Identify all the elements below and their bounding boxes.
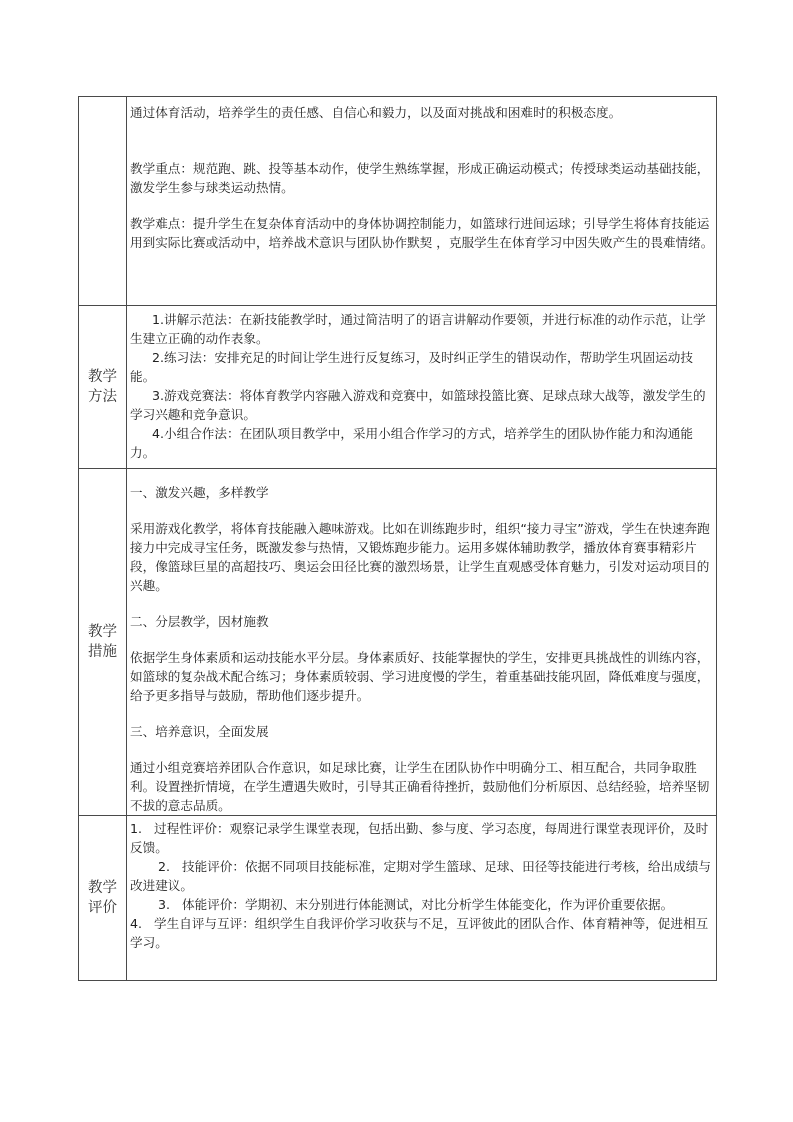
measures-heading-2: 二、分层教学，因材施教 [130,614,269,629]
evaluation-item [130,857,714,895]
measures-row [79,469,717,816]
goals-content-cell [127,97,717,306]
methods-content-cell [127,306,717,469]
measures-heading-3: 三、培养意识，全面发展 [130,724,269,739]
evaluation-item-number: 1. [130,821,143,836]
lesson-plan-table [78,96,717,981]
evaluation-item-number: 2. [158,859,171,874]
methods-label-line1: 教学 [88,369,117,385]
measures-content-cell [127,469,717,816]
methods-label [79,306,127,469]
evaluation-item-text: 过程性评价：观察记录学生课堂表现，包括出勤、参与度、学习态度，每周进行课堂表现评价，及时反馈。 [130,821,709,855]
evaluation-row [79,816,717,981]
evaluation-label-line1: 教学 [88,880,117,896]
goals-label-cell [79,97,127,306]
evaluation-item-text: 体能评价：学期初、末分别进行体能测试，对比分析学生体能变化，作为评价重要依据。 [182,897,674,912]
goals-row [79,97,717,306]
measures-heading-1: 一、激发兴趣，多样教学 [130,485,269,500]
evaluation-item-text: 技能评价：依据不同项目技能标准，定期对学生篮球、足球、田径等技能进行考核，给出成绩与改进建议。 [130,859,711,893]
measures-paragraph-2: 依据学生身体素质和运动技能水平分层。身体素质好、技能掌握快的学生，安排更具挑战性的训练内容，如篮球的复杂战术配合练习；身体素质较弱、学习进度慢的学生，着重基础技能巩固，降低难度与强度，给予更多指导与鼓励，帮助他们逐步提升。 [130,650,710,703]
method-item: 1.讲解示范法：在新技能教学时，通过简洁明了的语言讲解动作要领，并进行标准的动作示范，让学生建立正确的动作表象。 [130,312,706,346]
measures-label-line1: 教学 [88,624,117,640]
evaluation-item-number: 4. [130,916,143,931]
measures-paragraph-1: 采用游戏化教学，将体育技能融入趣味游戏。比如在训练跑步时，组织“接力寻宝”游戏，学生在快速奔跑接力中完成寻宝任务，既激发参与热情，又锻炼跑步能力。运用多媒体辅助教学，播放体育赛事精彩片段，像篮球巨星的高超技巧、奥运会田径比赛的激烈场景，让学生直观感受体育魅力，引发对运动项目的兴趣。 [130,521,710,593]
goal-paragraph-1: 通过体育活动，培养学生的责任感、自信心和毅力，以及面对挑战和困难时的积极态度。 [130,105,622,120]
evaluation-item-text: 学生自评与互评：组织学生自我评价学习收获与不足，互评彼此的团队合作、体育精神等，促进相互学习。 [130,916,709,950]
method-item: 3.游戏竞赛法：将体育教学内容融入游戏和竞赛中，如篮球投篮比赛、足球点球大战等，激发学生的学习兴趣和竞争意识。 [130,388,706,422]
methods-row [79,306,717,469]
measures-label-line2: 措施 [88,644,117,660]
evaluation-item [130,819,714,857]
measures-label [79,469,127,816]
methods-label-line2: 方法 [88,389,117,405]
key-points-paragraph: 教学重点：规范跑、跳、投等基本动作，使学生熟练掌握，形成正确运动模式；传授球类运动基础技能，激发学生参与球类运动热情。 [130,161,710,195]
measures-paragraph-3: 通过小组竞赛培养团队合作意识，如足球比赛，让学生在团队协作中明确分工、相互配合，共同争取胜利。设置挫折情境，在学生遭遇失败时，引导其正确看待挫折，鼓励他们分析原因、总结经验，培养坚韧不拔的意志品质。 [130,760,710,813]
difficulties-paragraph: 教学难点：提升学生在复杂体育活动中的身体协调控制能力，如篮球行进间运球；引导学生将体育技能运用到实际比赛或活动中，培养战术意识与团队协作默契 ，克服学生在体育学习中因失败产生的畏难情绪。 [130,216,714,250]
method-item: 2.练习法：安排充足的时间让学生进行反复练习，及时纠正学生的错误动作，帮助学生巩固运动技能。 [130,350,693,384]
evaluation-content-cell [127,816,717,981]
evaluation-item-number: 3. [158,897,171,912]
evaluation-label [79,816,127,981]
method-item: 4.小组合作法：在团队项目教学中，采用小组合作学习的方式，培养学生的团队协作能力和沟通能力。 [130,426,693,460]
evaluation-label-line2: 评价 [88,900,117,916]
evaluation-item [130,895,714,914]
evaluation-item [130,914,714,952]
